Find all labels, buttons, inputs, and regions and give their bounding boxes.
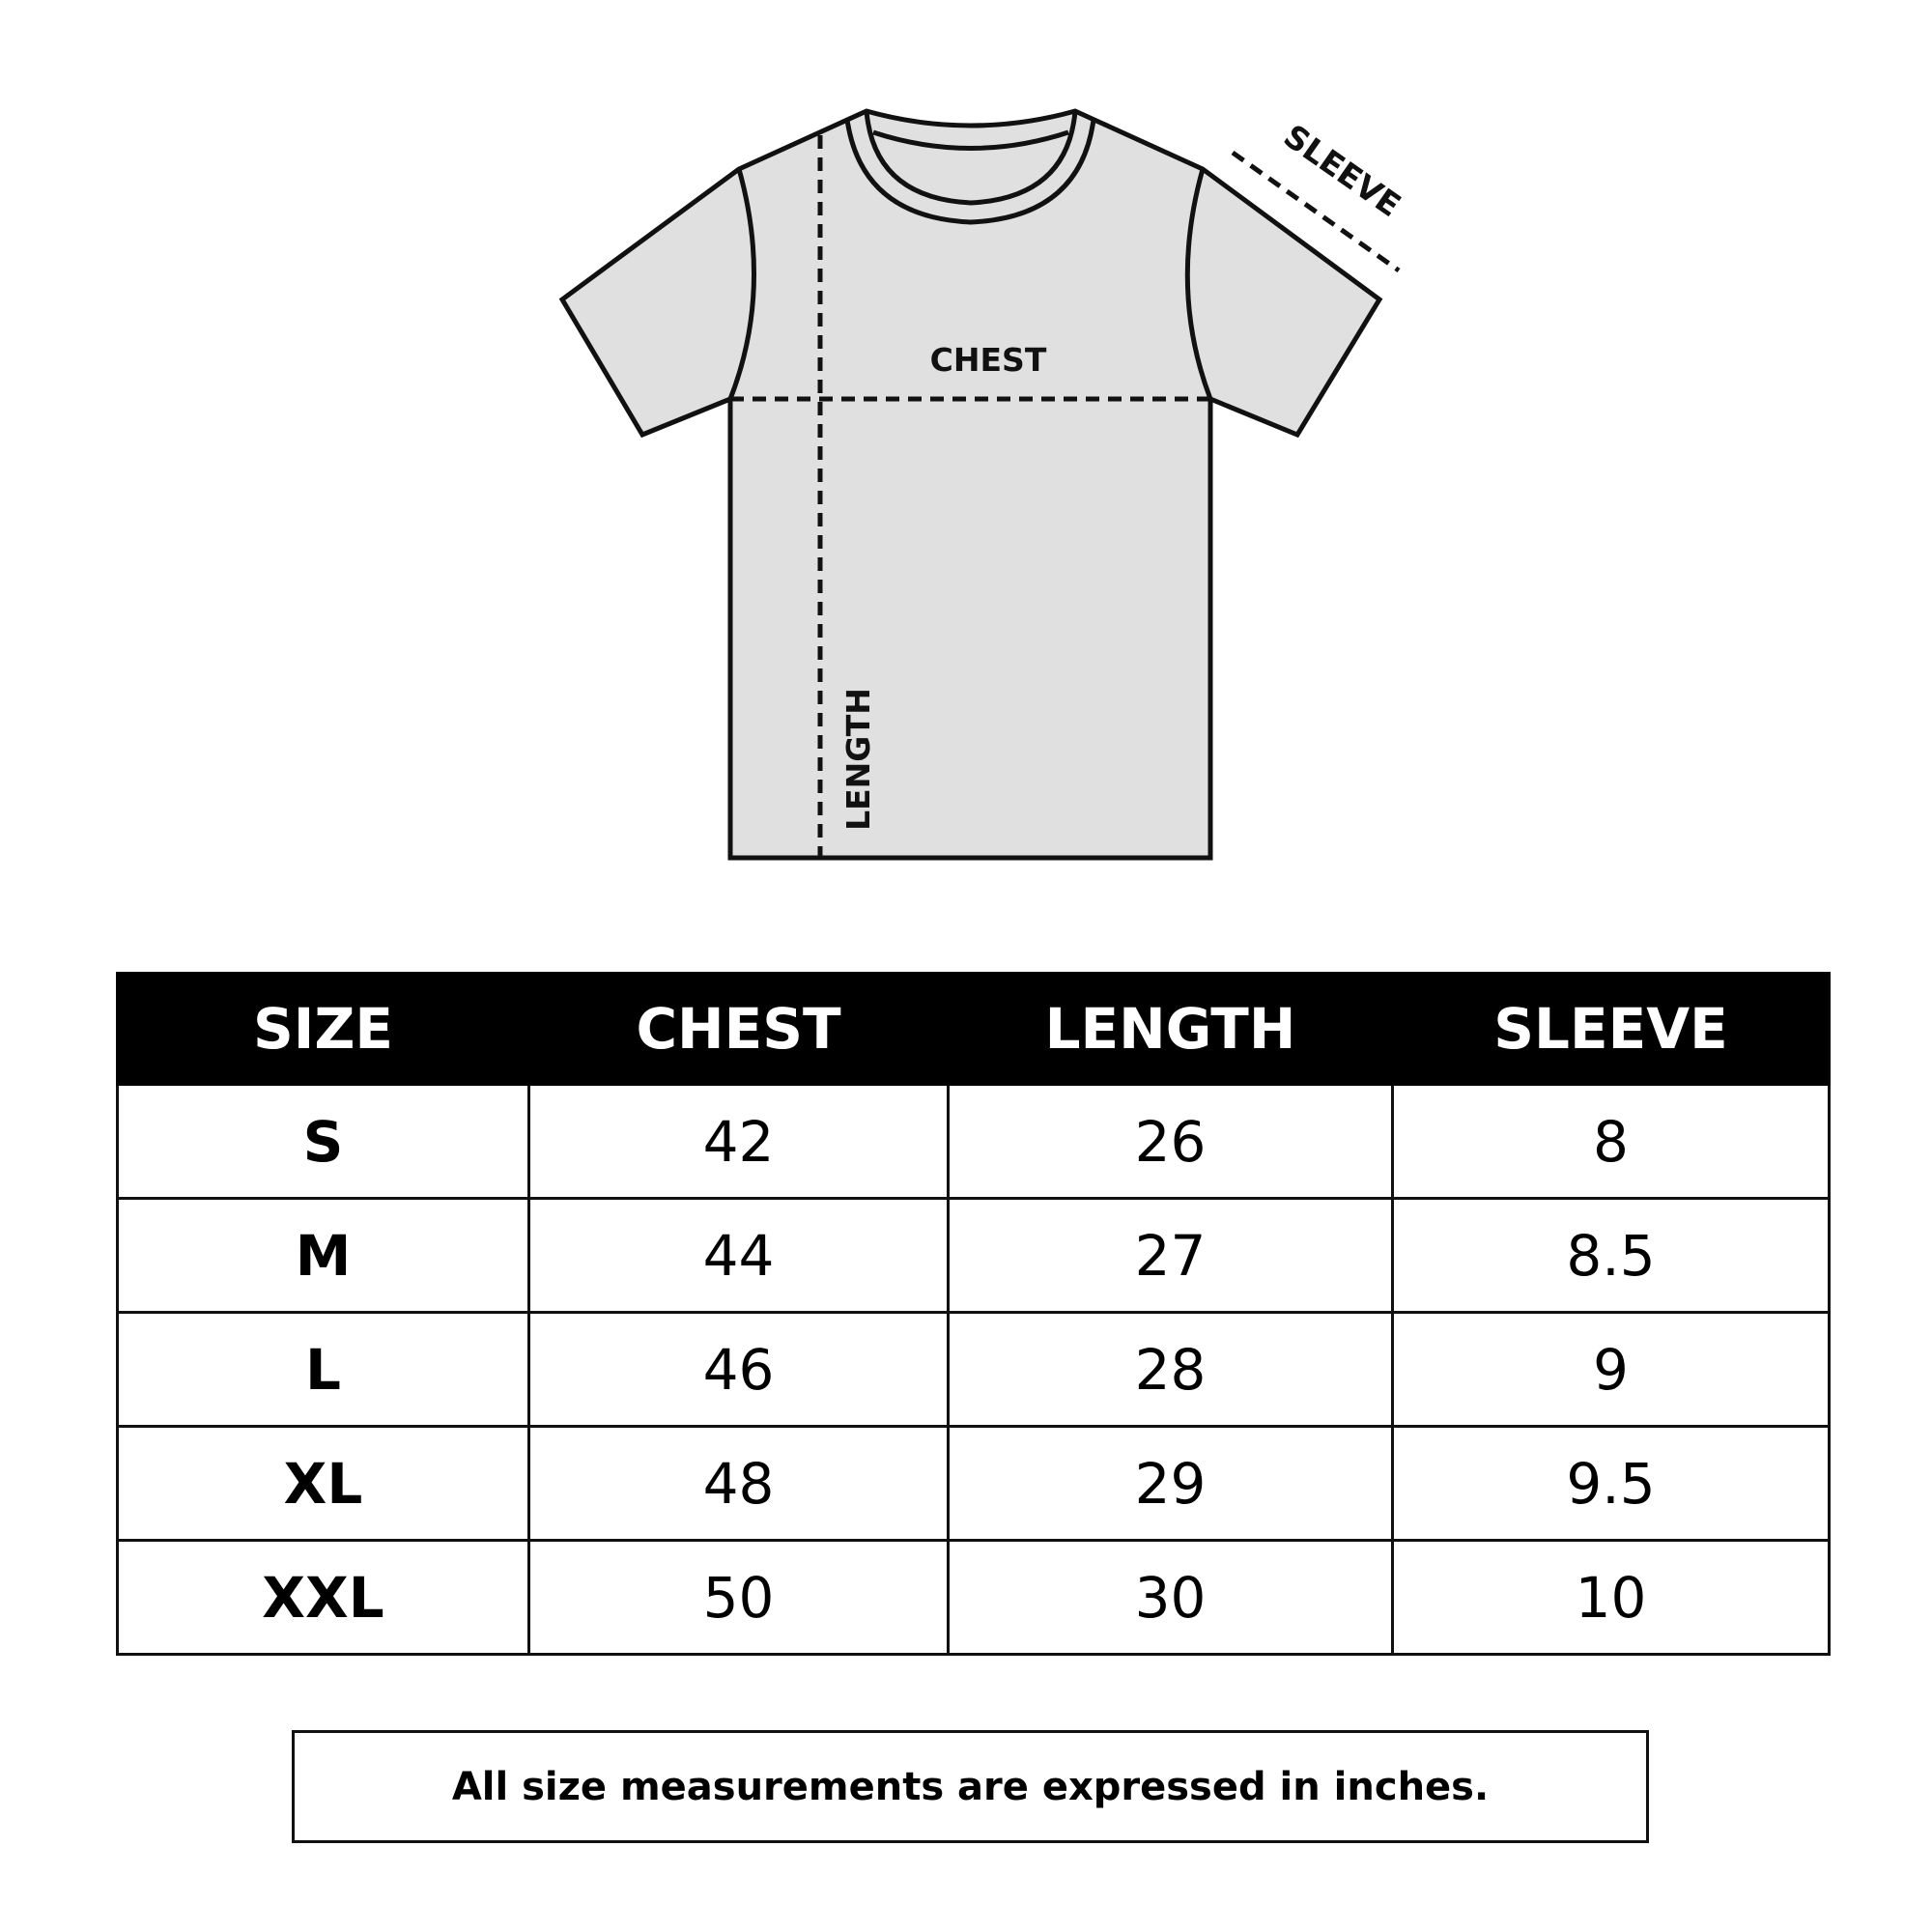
tshirt-diagram — [0, 0, 1932, 927]
sleeve-cell: 8 — [1393, 1085, 1830, 1199]
size-chart-table — [116, 972, 1831, 1656]
length-cell: 28 — [949, 1313, 1393, 1427]
size-cell: XXL — [118, 1541, 529, 1655]
measurement-note: All size measurements are expressed in inches. — [451, 1764, 1490, 1809]
size-cell: M — [118, 1199, 529, 1313]
length-cell: 30 — [949, 1541, 1393, 1655]
sleeve-cell: 9 — [1393, 1313, 1830, 1427]
table-row — [118, 1427, 1830, 1541]
measurement-note-box — [292, 1730, 1649, 1843]
chest-cell: 46 — [529, 1313, 949, 1427]
chest-cell: 44 — [529, 1199, 949, 1313]
size-cell: XL — [118, 1427, 529, 1541]
sleeve-cell: 10 — [1393, 1541, 1830, 1655]
chest-cell: 48 — [529, 1427, 949, 1541]
chest-cell: 50 — [529, 1541, 949, 1655]
table-row — [118, 1541, 1830, 1655]
table-header-row — [118, 974, 1830, 1085]
chest-label: CHEST — [929, 341, 1047, 379]
length-cell: 29 — [949, 1427, 1393, 1541]
sleeve-cell: 8.5 — [1393, 1199, 1830, 1313]
header-length: LENGTH — [949, 974, 1393, 1085]
chest-cell: 42 — [529, 1085, 949, 1199]
sleeve-cell: 9.5 — [1393, 1427, 1830, 1541]
header-sleeve: SLEEVE — [1393, 974, 1830, 1085]
header-size: SIZE — [118, 974, 529, 1085]
size-cell: S — [118, 1085, 529, 1199]
table-row — [118, 1313, 1830, 1427]
table-row — [118, 1085, 1830, 1199]
size-cell: L — [118, 1313, 529, 1427]
length-label: LENGTH — [839, 688, 877, 831]
length-cell: 27 — [949, 1199, 1393, 1313]
table-row — [118, 1199, 1830, 1313]
header-chest: CHEST — [529, 974, 949, 1085]
length-cell: 26 — [949, 1085, 1393, 1199]
sleeve-label: SLEEVE — [1276, 117, 1408, 225]
